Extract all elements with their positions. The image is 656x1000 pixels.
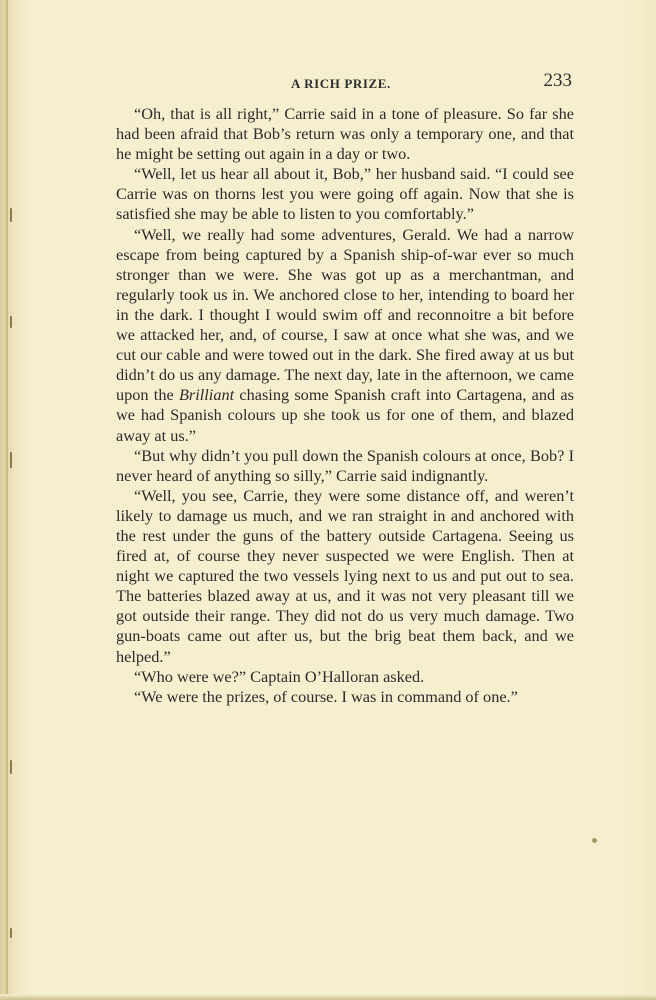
margin-mark — [10, 928, 12, 938]
paragraph — [116, 225, 574, 446]
ship-name: Brilliant — [178, 385, 235, 405]
margin-mark — [10, 316, 12, 328]
paragraph-text: “Well, we really had some adventures, Gerald. We had a narrow escape from being captured by a Spanish ship-of-war ever so much stronger than we were. She was got up as a merchantman, and regularly took us in. We anchored close to her, intending to board her in the dark. I thought I would swim off and reconnoitre a bit before we attacked her, and, of course, I saw at once what she was, and we cut our cable and were towed out in the dark. She fired away at us but didn’t do us any damage. The next day, late in the afternoon, we came upon the — [116, 224, 574, 405]
paragraph: “Well, let us hear all about it, Bob,” her husband said. “I could see Carrie was on thorns lest you were going off again. Now that she is satisfied she may be able to listen to you comfortably.” — [116, 164, 574, 224]
body-text — [116, 104, 574, 707]
paragraph: “We were the prizes, of course. I was in command of one.” — [134, 686, 518, 706]
margin-mark — [10, 452, 12, 468]
page-gutter-edge — [6, 0, 8, 1000]
paper-speck — [592, 838, 597, 843]
margin-mark — [10, 208, 12, 222]
page-bottom-edge — [0, 994, 656, 1000]
paragraph: “Well, you see, Carrie, they were some distance off, and weren’t likely to damage us much, and we ran straight in and anchored with the rest under the guns of the battery outside Cartagena. Seeing us fired at, of course they never suspected we were English. Then at night we captured the two vessels lying next to us and put out to sea. The batteries blazed away at us, and it was not very pleasant till we got outside their range. They did not do us very much damage. Two gun-boats came out after us, but the brig beat them back, and we helped.” — [116, 485, 574, 666]
margin-mark — [10, 760, 12, 774]
page-number: 233 — [543, 70, 572, 91]
paragraph: “Who were we?” Captain O’Halloran asked. — [134, 666, 425, 686]
paragraph-text: chasing some Spanish craft into Cartagena, and as we had Spanish colours up she took us for one of them, and blazed away at us.” — [116, 385, 574, 445]
running-head: A RICH PRIZE. — [291, 76, 391, 91]
page-header — [116, 70, 574, 96]
paragraph: “But why didn’t you pull down the Spanish colours at once, Bob? I never heard of anything so silly,” Carrie said indignantly. — [116, 445, 574, 485]
paragraph: “Oh, that is all right,” Carrie said in a tone of pleasure. So far she had been afraid that Bob’s return was only a temporary one, and that he might be setting out again in a day or two. — [116, 104, 574, 164]
